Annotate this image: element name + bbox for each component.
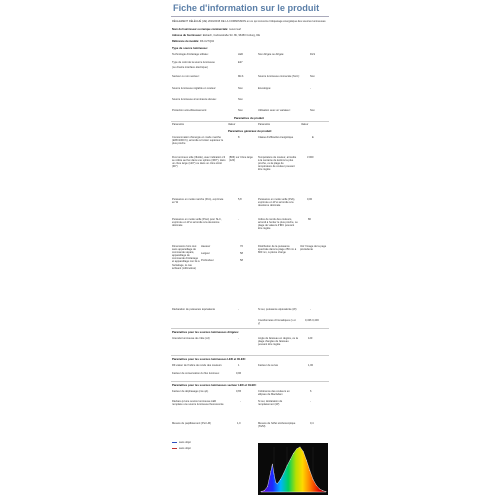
mains-row-value: 0,4 — [310, 422, 314, 425]
spectrum-point — [283, 473, 284, 474]
directional-row-label: Intensité lumineuse de crête (cd) — [172, 337, 210, 340]
dimension-value: 76 — [240, 245, 243, 248]
spectrum-point — [275, 482, 276, 483]
model-row — [172, 40, 214, 43]
directional-row-value: 120 — [308, 337, 313, 340]
mains-row-value: 6 — [310, 390, 312, 393]
dimension-label: Hauteur — [201, 245, 211, 248]
type-row-label: Source lumineuse réglable en couleur: — [172, 87, 217, 90]
general-row-value: 80 — [308, 218, 311, 221]
dimension-value: 58 — [240, 252, 243, 255]
type-row-value: Non — [238, 98, 243, 101]
type-row-value: Non — [310, 75, 315, 78]
general-row-label: Distribution de la puissance spectrale dans la plage 250 nm à 800 nm, à pleine charge — [258, 245, 297, 255]
spectrum-point — [280, 479, 281, 480]
spectrum-point — [270, 471, 271, 472]
spectrum-point — [322, 490, 323, 491]
general-row-value: 8 — [238, 136, 240, 139]
spectrum-point — [306, 460, 307, 461]
spectrum-point — [309, 470, 310, 471]
mains-row-value: - — [240, 400, 241, 403]
type-row-value: Non — [238, 87, 243, 90]
model-value: DK-C27Q04 — [199, 40, 214, 43]
supplier-row — [172, 28, 241, 31]
section-general-parameters: Paramètres généraux du produit: — [228, 129, 272, 133]
column-header: Valeur — [228, 123, 236, 126]
spectrum-point — [313, 479, 314, 480]
general-row-label: Classe d'efficacité énergétique — [258, 136, 294, 139]
legend-text: sans objet — [179, 447, 191, 450]
mains-row-label: Si oui, déclaration de remplacement (W) — [258, 400, 283, 407]
mains-row-label: Facteur de déphasage (cos φ1) — [172, 390, 209, 393]
type-row-label: Enveloppe: — [258, 87, 271, 90]
regulation-intro: RÈGLEMENT DÉLÉGUÉ (UE) 2019/2015 DE LA COMMISSION en ce qui concerne l'étiquetage énergétique des sources lumineuses — [172, 20, 326, 23]
general-row-label: Indice de rendu des couleurs, arrondi à l'entier le plus proche, ou plage de valeurs d'IRC pouvant être réglée — [258, 218, 298, 231]
spectrum-point — [264, 490, 265, 491]
spectrum-point — [293, 453, 294, 454]
mains-row-label: Déclare qu'une source lumineuse LED remplace une source lumineuse fluorescente — [172, 400, 224, 407]
mains-row-value: 0,65 — [236, 390, 242, 393]
spectrum-point — [300, 447, 301, 448]
spectrum-point — [287, 466, 288, 467]
general-row-label: Si oui, puissance équivalente (W) — [258, 308, 297, 311]
column-header: Valeur — [301, 123, 309, 126]
section-light-source-type: Type de source lumineuse: — [172, 46, 208, 50]
supplier-value: nuovo leaf — [228, 28, 241, 31]
type-row-value: LED — [238, 53, 244, 56]
directional-row-value: - — [238, 337, 239, 340]
mains-row-label: Mesure du papillotement (Pst LM) — [172, 422, 211, 425]
led-row-label: Facteur de conservation du flux lumineux — [172, 372, 220, 375]
address-value: Eisbach, Carlowstraße Str. 8b, 96450 Coburg, DE — [202, 34, 260, 37]
general-row-label: Dimensions hors tout sans appareillage de commande séparé, appareillage de commande d'éclairage et appareillage non lié à l'éclairage, le cas échéant (millimètres) — [172, 245, 200, 270]
mains-row-label: Mesure de l'effet stroboscopique (SVM) — [258, 422, 296, 429]
spectral-distribution-chart — [258, 443, 328, 495]
spectrum-point — [261, 491, 262, 492]
general-row-value: (806) sur Cône large (120) — [229, 156, 253, 163]
mains-row-label: Cohérence des couleurs en ellipses de MacAdam — [258, 390, 290, 397]
spectrum-point — [290, 459, 291, 460]
type-row-label: Type de culot de la source lumineuse — [172, 61, 215, 64]
general-row-value: 5,8 — [238, 198, 242, 201]
type-row-value: - — [310, 87, 311, 90]
type-row-label: Secteur ou non secteur: — [172, 75, 200, 78]
section-directional: Paramètres pour les sources lumineuses dirigées: — [172, 330, 239, 334]
type-row-label: Non dirigée ou dirigée: — [258, 53, 285, 56]
type-row-label: Utilisation avec un variateur: — [258, 109, 291, 112]
type-row-value: Non — [310, 109, 315, 112]
type-row-value: MLS — [238, 75, 244, 78]
spectrum-point — [316, 485, 317, 486]
general-row-label: Puissance en mode marche (Pon), exprimée en W — [172, 198, 224, 205]
spectrum-point — [296, 448, 297, 449]
type-row-label: Source lumineuse à luminance élevée: — [172, 98, 217, 101]
general-row-value: 0,436 0,403 — [305, 319, 319, 322]
type-row-value: E27 — [238, 61, 243, 64]
type-row-label: (ou d'autre interface électrique) — [172, 66, 208, 69]
led-row-value: 1,00 — [308, 364, 314, 367]
general-row-value: 0,00 — [307, 198, 313, 201]
general-row-value: Voir l'image de la page précédente — [300, 245, 327, 252]
general-row-label: Déclaration de puissance équivalente — [172, 308, 216, 311]
type-row-label: Protection anti-éblouissement: — [172, 109, 207, 112]
general-row-label: Puissance en mode veille (Psb), exprimée en W et arrondie à la deuxième décimale — [258, 198, 296, 208]
supplier-label: Nom du fournisseur ou marque commerciale: — [172, 28, 229, 31]
spectrum-point — [326, 491, 327, 492]
section-led: Paramètres pour les sources lumineuses LED et OLED: — [172, 357, 246, 361]
directional-row-label: Angle de faisceau en degrés, ou la plage d'angles de faisceau pouvant être réglée — [258, 337, 298, 347]
section-product-parameters: Paramètres du produit — [234, 116, 264, 120]
type-row-value: DLS — [310, 53, 316, 56]
general-row-label: Flux lumineux utile (Φutile), avec indication s'il se réfère au flux dans une sphère (360°), dans un cône large (120°) ou dans un cône étroit (90°) — [172, 156, 226, 169]
general-row-label: Coordonnées chromatiques (x et y) — [258, 319, 296, 326]
general-row-value: 3 000 — [307, 156, 314, 159]
table-divider — [171, 121, 329, 122]
address-row — [172, 34, 260, 37]
led-row-value: 1 — [238, 364, 240, 367]
general-row-value: - — [238, 218, 239, 221]
mains-row-value: - — [310, 400, 311, 403]
model-label: Référence du modèle: — [172, 40, 200, 43]
type-row-value: Non — [238, 109, 243, 112]
general-row-value: - — [238, 308, 239, 311]
general-row-value: E — [312, 136, 314, 139]
spectrum-point — [277, 484, 278, 485]
spectrum-point — [274, 474, 275, 475]
table-divider — [171, 328, 329, 329]
legend-text: sans objet — [179, 441, 191, 444]
dimension-label: Largeur — [201, 252, 210, 255]
column-header: Paramètre — [172, 123, 185, 126]
legend-swatch — [172, 448, 177, 449]
led-row-label: Facteur de survie — [258, 364, 279, 367]
table-divider — [171, 381, 329, 382]
type-row-label: Source lumineuse connectée (SLC): — [258, 75, 300, 78]
dimension-value: 58 — [240, 259, 243, 262]
legend-swatch — [172, 442, 177, 443]
spectrum-point — [267, 486, 268, 487]
spectrum-point — [272, 464, 273, 465]
column-header: Paramètre — [258, 123, 271, 126]
section-mains: Paramètres pour les sources lumineuses secteur LED et OLED: — [172, 383, 257, 387]
general-row-label: Consommation d'énergie en mode marche (kWh/1000 h), arrondie à l'entier supérieur le plus proche — [172, 136, 224, 146]
title-divider — [171, 16, 329, 17]
address-label: Adresse du fournisseur: — [172, 34, 202, 37]
led-row-value: 0,96 — [236, 372, 242, 375]
general-row-value: - — [310, 308, 311, 311]
general-row-label: Température de couleur, arrondie à la centaine de kelvins la plus proche, ou la plage de température de couleur pouvant être réglée — [258, 156, 297, 172]
mains-row-value: 1,0 — [237, 422, 241, 425]
table-divider — [171, 355, 329, 356]
led-row-label: R9 valeur de l'indice de rendu des couleurs — [172, 364, 222, 367]
spectrum-point — [319, 489, 320, 490]
type-row-label: Technologie d'éclairage utilisée: — [172, 53, 209, 56]
general-row-label: Puissance en mode veille (Pnet) pour SLC, exprimée en W et arrondie à la deuxième décimale — [172, 218, 222, 228]
spectrum-point — [303, 451, 304, 452]
dimension-label: Profondeur — [201, 259, 214, 262]
page-title: Fiche d'information sur le produit — [173, 3, 320, 13]
